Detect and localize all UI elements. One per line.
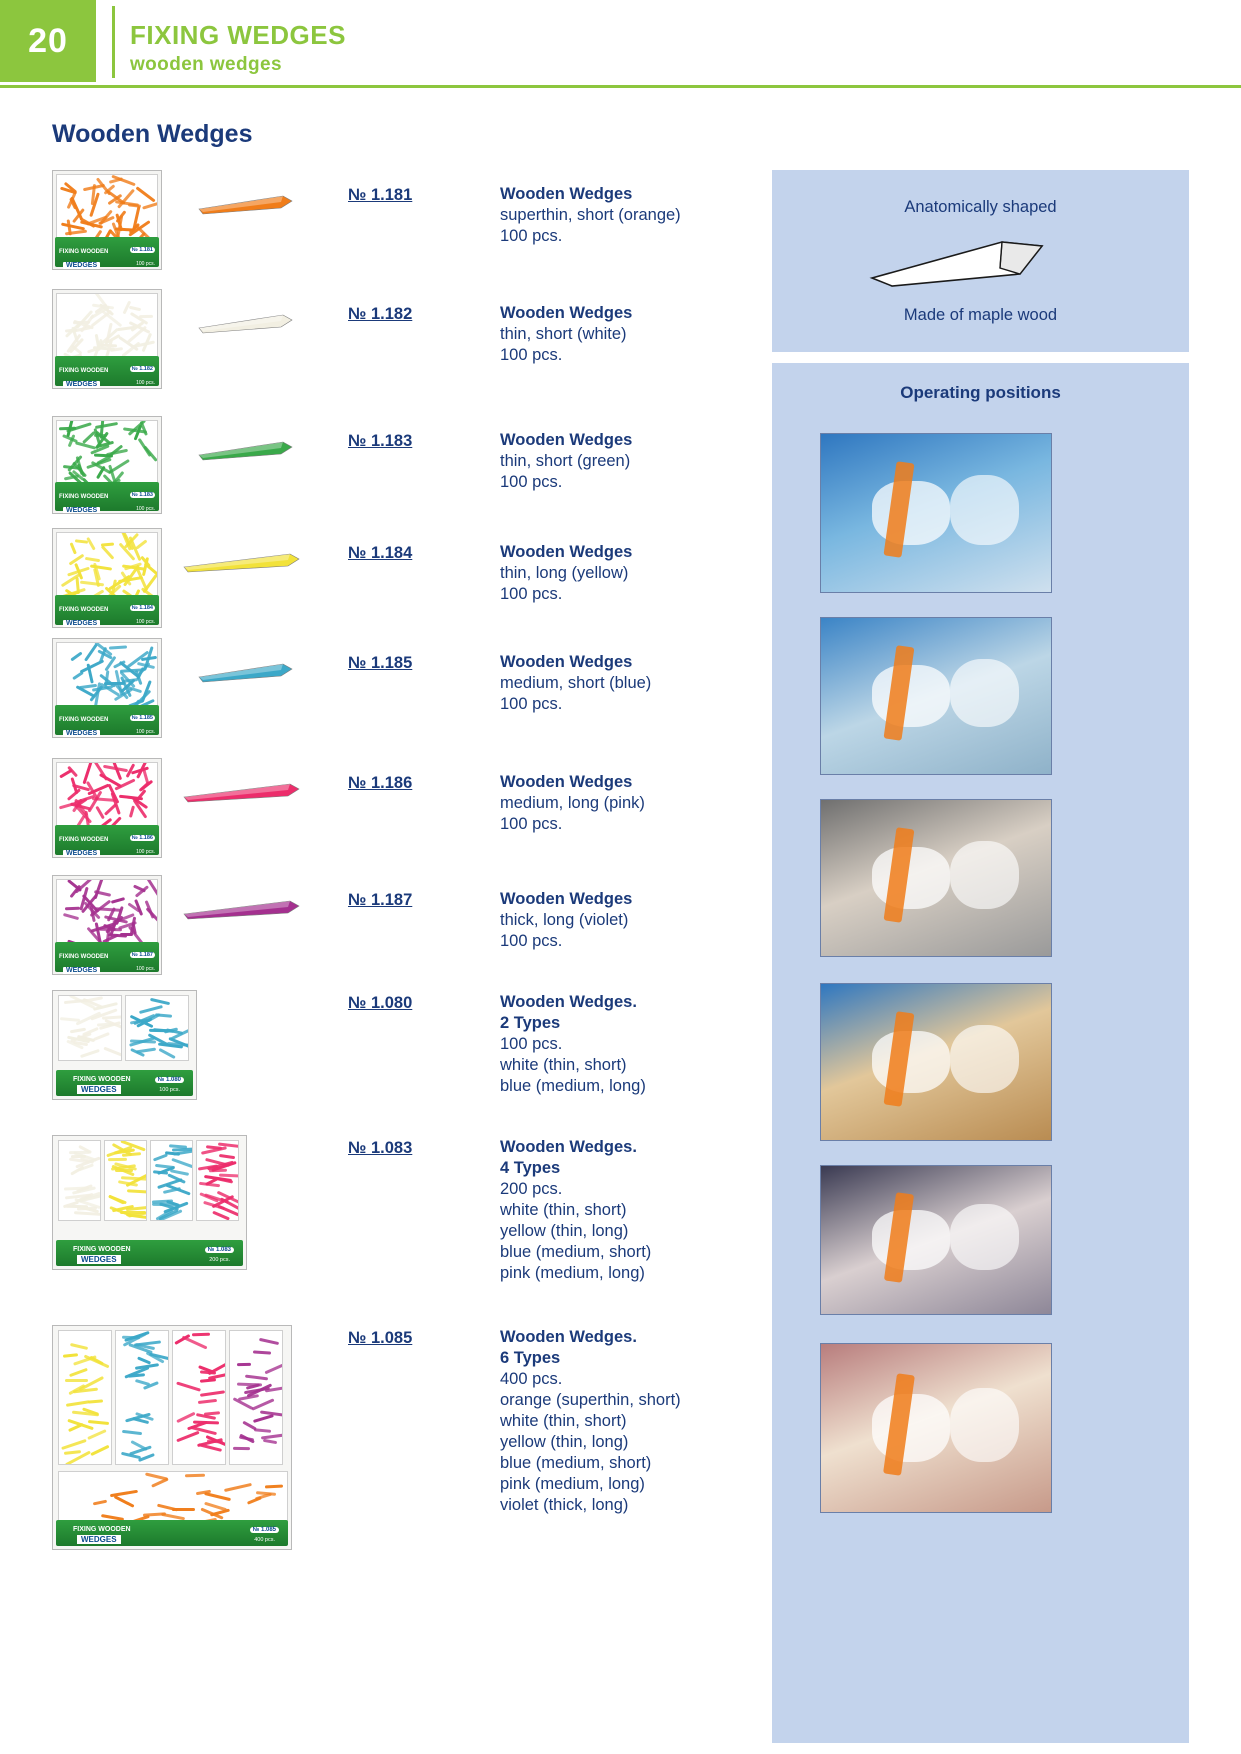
product-name: Wooden Wedges [500, 431, 633, 449]
set-variant-label: blue (medium, short) [500, 1243, 652, 1261]
wedge-illustration [197, 438, 293, 464]
set-variant-label: pink (medium, long) [500, 1264, 645, 1282]
set-name: Wooden Wedges. [500, 1328, 637, 1346]
product-qty: 100 pcs. [500, 585, 563, 603]
product-qty: 100 pcs. [500, 473, 563, 491]
product-row [52, 758, 752, 868]
product-description [500, 889, 632, 952]
wedge-illustration-wrap [182, 780, 300, 811]
set-code[interactable]: № 1.080 [348, 994, 413, 1012]
product-code[interactable]: № 1.184 [348, 544, 413, 562]
clinical-photo-5 [820, 1165, 1052, 1315]
wedge-illustration [182, 550, 300, 576]
clinical-photo-2 [820, 617, 1052, 775]
product-spec: medium, short (blue) [500, 674, 652, 692]
product-description [500, 542, 632, 605]
product-code[interactable]: № 1.182 [348, 305, 413, 323]
header-subtitle: wooden wedges [130, 54, 282, 75]
product-spec: thin, long (yellow) [500, 564, 629, 582]
product-qty: 100 pcs. [500, 815, 563, 833]
product-qty: 100 pcs. [500, 932, 563, 950]
set-variant-label: blue (medium, short) [500, 1454, 652, 1472]
set-variant-label: violet (thick, long) [500, 1496, 629, 1514]
product-row [52, 170, 752, 280]
page-number: 20 [28, 21, 68, 60]
clinical-photo-3 [820, 799, 1052, 957]
info-panel [772, 170, 1189, 352]
wedge-illustration-wrap [197, 311, 293, 342]
header-divider [112, 6, 115, 78]
page-header [0, 0, 1241, 88]
set-variant-label: orange (superthin, short) [500, 1391, 681, 1409]
product-spec: superthin, short (orange) [500, 206, 681, 224]
wedge-illustration [197, 192, 293, 218]
page-title: Wooden Wedges [52, 120, 253, 148]
set-package-photo: FIXING WOODEN WEDGES № 1.085 400 pcs. [52, 1325, 292, 1550]
product-spec: thick, long (violet) [500, 911, 629, 929]
set-variant-label: pink (medium, long) [500, 1475, 645, 1493]
set-variant-label: yellow (thin, long) [500, 1433, 629, 1451]
clinical-photo-4 [820, 983, 1052, 1141]
wedge-illustration-wrap [197, 660, 293, 691]
set-qty: 100 pcs. [500, 1035, 563, 1053]
product-description [500, 303, 632, 366]
info-line-1: Anatomically shaped [904, 198, 1057, 216]
product-name: Wooden Wedges [500, 304, 633, 322]
product-package-photo: FIXING WOODEN WEDGES № 1.184 100 pcs. [52, 528, 162, 628]
product-code[interactable]: № 1.181 [348, 186, 413, 204]
product-package-photo: FIXING WOODEN WEDGES № 1.185 100 pcs. [52, 638, 162, 738]
wedge-illustration-wrap [197, 192, 293, 223]
product-package-photo: FIXING WOODEN WEDGES № 1.181 100 pcs. [52, 170, 162, 270]
wedge-illustration-wrap [197, 438, 293, 469]
set-types: 2 Types [500, 1014, 561, 1032]
sidebar [772, 170, 1189, 402]
header-rule [0, 85, 1241, 88]
product-description [500, 772, 645, 835]
header-title: FIXING WEDGES [130, 20, 346, 50]
set-variant-label: white (thin, short) [500, 1056, 627, 1074]
set-variant-label: yellow (thin, long) [500, 1222, 629, 1240]
set-code[interactable]: № 1.083 [348, 1139, 413, 1157]
product-code[interactable]: № 1.187 [348, 891, 413, 909]
operating-positions-title: Operating positions [900, 383, 1061, 402]
product-package-photo: FIXING WOODEN WEDGES № 1.182 100 pcs. [52, 289, 162, 389]
product-description [500, 430, 632, 493]
set-types: 6 Types [500, 1349, 561, 1367]
wedge-illustration-wrap [182, 550, 300, 581]
product-row [52, 528, 752, 638]
product-spec: medium, long (pink) [500, 794, 645, 812]
wedge-illustration [182, 780, 300, 806]
product-code[interactable]: № 1.186 [348, 774, 413, 792]
clinical-photo-6 [820, 1343, 1052, 1513]
clinical-photo-1 [820, 433, 1052, 593]
product-row [52, 289, 752, 399]
set-types: 4 Types [500, 1159, 561, 1177]
product-row [52, 875, 752, 985]
product-spec: thin, short (white) [500, 325, 627, 343]
set-name: Wooden Wedges. [500, 1138, 637, 1156]
product-package-photo: FIXING WOODEN WEDGES № 1.183 100 pcs. [52, 416, 162, 514]
product-name: Wooden Wedges [500, 543, 633, 561]
wedge-illustration [182, 897, 300, 923]
product-package-photo: FIXING WOODEN WEDGES № 1.186 100 pcs. [52, 758, 162, 858]
page-number-box [0, 0, 96, 82]
product-qty: 100 pcs. [500, 695, 563, 713]
product-list [52, 170, 752, 1590]
set-package-photo: FIXING WOODEN WEDGES № 1.080 100 pcs. [52, 990, 197, 1100]
set-variant-label: white (thin, short) [500, 1412, 627, 1430]
product-description [500, 652, 651, 715]
product-row [52, 416, 752, 526]
set-qty: 200 pcs. [500, 1180, 563, 1198]
wedge-shape-icon [852, 228, 1112, 298]
set-variant-label: white (thin, short) [500, 1201, 627, 1219]
product-qty: 100 pcs. [500, 227, 563, 245]
info-line-2: Made of maple wood [903, 306, 1058, 324]
product-code[interactable]: № 1.183 [348, 432, 413, 450]
product-row [52, 638, 752, 748]
wedge-illustration [197, 660, 293, 686]
set-code[interactable]: № 1.085 [348, 1329, 413, 1347]
product-spec: thin, short (green) [500, 452, 631, 470]
set-qty: 400 pcs. [500, 1370, 563, 1388]
wedge-illustration-wrap [182, 897, 300, 928]
set-package-photo: FIXING WOODEN WEDGES № 1.083 200 pcs. [52, 1135, 247, 1270]
product-description [500, 184, 681, 247]
product-package-photo: FIXING WOODEN WEDGES № 1.187 100 pcs. [52, 875, 162, 975]
set-name: Wooden Wedges. [500, 993, 637, 1011]
product-qty: 100 pcs. [500, 346, 563, 364]
product-name: Wooden Wedges [500, 773, 633, 791]
product-code[interactable]: № 1.185 [348, 654, 413, 672]
wedge-illustration [197, 311, 293, 337]
header-title-group [130, 20, 346, 76]
operating-positions-panel [772, 363, 1189, 1743]
product-name: Wooden Wedges [500, 185, 633, 203]
set-variant-label: blue (medium, long) [500, 1077, 646, 1095]
product-name: Wooden Wedges [500, 890, 633, 908]
product-name: Wooden Wedges [500, 653, 633, 671]
